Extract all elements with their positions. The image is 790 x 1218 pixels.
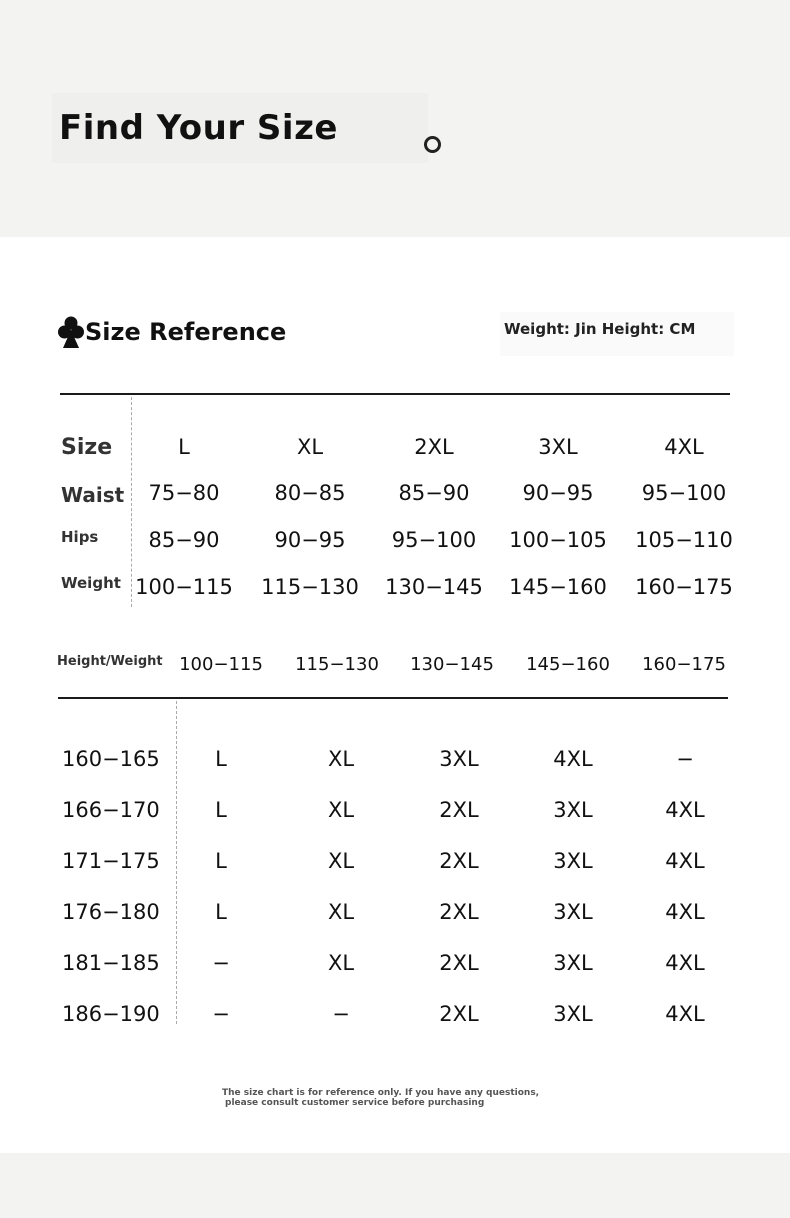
- table-cell: −: [676, 747, 694, 771]
- hw-column-header: 115−130: [295, 654, 379, 675]
- table-cell: 85−90: [148, 528, 220, 552]
- hw-column-header: 160−175: [642, 654, 726, 675]
- hw-table-divider: [176, 701, 177, 1024]
- height-label: 171−175: [62, 849, 160, 873]
- table-cell: 2XL: [439, 1002, 479, 1026]
- table-cell: 4XL: [665, 951, 705, 975]
- hw-column-header: 100−115: [179, 654, 263, 675]
- table-cell: 4XL: [553, 747, 593, 771]
- table-divider: [131, 397, 132, 607]
- page-title: Find Your Size: [59, 108, 338, 148]
- table-cell: 4XL: [665, 798, 705, 822]
- table-cell: XL: [327, 798, 355, 822]
- table-cell: 160−175: [635, 575, 733, 599]
- section-title: Size Reference: [85, 318, 287, 346]
- hw-column-header: 145−160: [526, 654, 610, 675]
- table-cell: 85−90: [398, 481, 470, 505]
- table-cell: 90−95: [274, 528, 346, 552]
- club-suit-icon: [58, 314, 84, 350]
- height-label: 166−170: [62, 798, 160, 822]
- table-cell: L: [215, 747, 227, 771]
- table-cell: L: [215, 849, 227, 873]
- table-cell: 4XL: [665, 1002, 705, 1026]
- height-label: 160−165: [62, 747, 160, 771]
- table-cell: 130−145: [385, 575, 483, 599]
- table-cell: 75−80: [148, 481, 220, 505]
- table-cell: 2XL: [439, 900, 479, 924]
- units-note: Weight: Jin Height: CM: [504, 320, 696, 338]
- table-cell: 100−105: [509, 528, 607, 552]
- footnote-line: please consult customer service before purchasing: [225, 1098, 485, 1108]
- table-cell: 90−95: [522, 481, 594, 505]
- table-cell: 2XL: [414, 435, 454, 459]
- table-cell: XL: [327, 849, 355, 873]
- table-cell: XL: [327, 951, 355, 975]
- table-cell: 3XL: [553, 849, 593, 873]
- table-cell: XL: [296, 435, 324, 459]
- section-heading: [58, 312, 286, 352]
- table-cell: 2XL: [439, 849, 479, 873]
- hw-header-label: Height/Weight: [57, 654, 163, 669]
- table-cell: L: [178, 435, 190, 459]
- footnote: [222, 1088, 562, 1108]
- table-cell: L: [215, 900, 227, 924]
- table-cell: 3XL: [553, 951, 593, 975]
- table-cell: XL: [327, 900, 355, 924]
- row-label-waist: Waist: [61, 483, 125, 507]
- height-label: 181−185: [62, 951, 160, 975]
- table-top-rule: [60, 393, 730, 395]
- table-cell: 3XL: [553, 1002, 593, 1026]
- hw-column-header: 130−145: [410, 654, 494, 675]
- footer-band: [0, 1153, 790, 1218]
- table-cell: 2XL: [439, 798, 479, 822]
- table-cell: −: [332, 1002, 350, 1026]
- table-cell: 95−100: [391, 528, 477, 552]
- height-label: 186−190: [62, 1002, 160, 1026]
- table-cell: −: [212, 951, 230, 975]
- table-cell: −: [212, 1002, 230, 1026]
- table-cell: 3XL: [439, 747, 479, 771]
- table-cell: 2XL: [439, 951, 479, 975]
- row-label-hips: Hips: [61, 528, 99, 546]
- table-cell: 4XL: [665, 849, 705, 873]
- table-cell: 95−100: [641, 481, 727, 505]
- footnote-line: The size chart is for reference only. If you have any questions,: [222, 1088, 540, 1098]
- height-label: 176−180: [62, 900, 160, 924]
- table-cell: 105−110: [635, 528, 733, 552]
- row-label-weight: Weight: [61, 574, 121, 592]
- table-cell: 100−115: [135, 575, 233, 599]
- ring-icon: [424, 136, 441, 153]
- row-label-size: Size: [61, 435, 113, 460]
- table-cell: L: [215, 798, 227, 822]
- hw-table-rule: [58, 697, 728, 699]
- table-cell: 3XL: [553, 900, 593, 924]
- table-cell: 115−130: [261, 575, 359, 599]
- table-cell: 3XL: [553, 798, 593, 822]
- table-cell: 80−85: [274, 481, 346, 505]
- table-cell: 4XL: [664, 435, 704, 459]
- table-cell: 145−160: [509, 575, 607, 599]
- table-cell: 4XL: [665, 900, 705, 924]
- table-cell: XL: [327, 747, 355, 771]
- table-cell: 3XL: [538, 435, 578, 459]
